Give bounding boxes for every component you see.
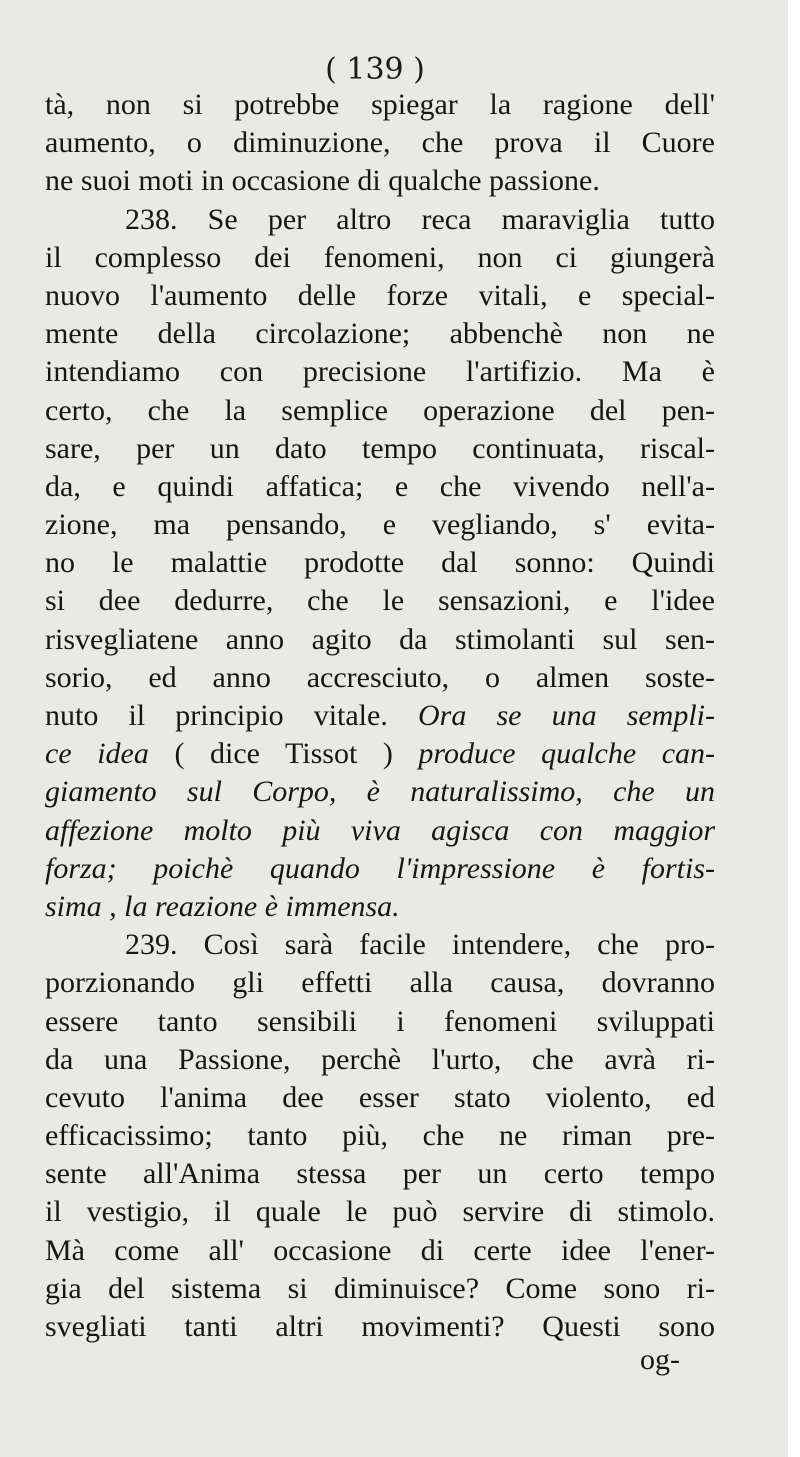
paragraph-238-start: 238. Se per altro reca maraviglia tutto [125,202,715,236]
text-line: porzionando gli effetti alla causa, dovranno [45,966,715,1000]
text-line: gia del sistema si diminuisce? Come sono ri- [45,1271,715,1305]
text-line: svegliati tanti altri movimenti? Questi sono [45,1310,715,1343]
text-line: cevuto l'anima dee esser stato violento, ed [45,1080,715,1114]
text-line: il complesso dei fenomeni, non ci giungerà [45,240,715,274]
body-text [45,86,715,1346]
text-line: tà, non si potrebbe spiegar la ragione dell' [45,88,715,121]
text-line: intendiamo con precisione l'artifizio. Ma è [45,355,715,389]
italic-quote-line: sima , la reazione è immensa. [45,889,400,923]
text-line: mente della circolazione; abbenchè non ne [45,317,715,351]
text-line: sare, per un dato tempo continuata, riscal- [45,431,715,465]
italic-quote-segment: ce idea [45,737,149,771]
text-line: no le malattie prodotte dal sonno: Quindi [45,546,715,580]
paragraph-239-start: 239. Così sarà facile intendere, che pro- [125,928,715,962]
italic-quote-line: affezione molto più viva agisca con maggior [45,813,715,847]
italic-quote-line: forza; poichè quando l'impressione è fortis- [45,851,715,885]
italic-quote-line: giamento sul Corpo, è naturalissimo, che un [45,775,715,809]
page-number: ( 139 ) [325,52,425,87]
text-line: Mà come all' occasione di certe idee l'ener- [45,1233,715,1267]
text-line: zione, ma pensando, e vegliando, s' evita- [45,508,715,542]
text-line-mixed [45,735,715,773]
text-segment: nuto il principio vitale. [45,699,388,732]
text-line: da una Passione, perchè l'urto, che avrà ri- [45,1042,715,1076]
text-line: sente all'Anima stessa per un certo tempo [45,1157,715,1191]
text-line: efficacissimo; tanto più, che ne riman pre- [45,1119,715,1153]
text-line-mixed [45,697,715,735]
text-line: il vestigio, il quale le può servire di stimolo. [45,1195,715,1229]
catchword: og- [640,1343,680,1376]
italic-quote-segment: Ora se una sempli- [417,699,716,732]
text-line: risvegliatene anno agito da stimolanti sul sen- [45,622,715,656]
citation-segment: ( dice Tissot ) [174,737,393,771]
text-line: aumento, o diminuzione, che prova il Cuore [45,126,715,160]
text-line: certo, che la semplice operazione del pen- [45,393,715,427]
text-line: si dee dedurre, che le sensazioni, e l'idee [45,584,715,618]
text-line: nuovo l'aumento delle forze vitali, e special- [45,278,715,312]
italic-quote-segment: produce qualche can- [418,737,716,771]
text-line: essere tanto sensibili i fenomeni sviluppati [45,1004,715,1038]
text-line: da, e quindi affatica; e che vivendo nell'a- [45,469,715,503]
text-line: sorio, ed anno accresciuto, o almen soste- [45,660,715,694]
text-line: ne suoi moti in occasione di qualche passione. [45,164,600,198]
